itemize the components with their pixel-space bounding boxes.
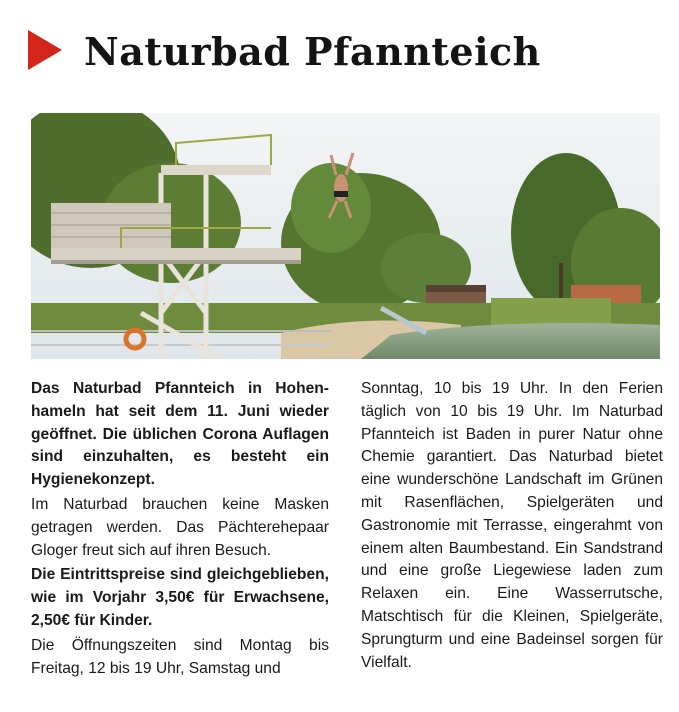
swimming-lake-photo xyxy=(31,113,660,359)
article-photo xyxy=(31,113,660,359)
hours-paragraph: Die Öffnungszeiten sind Montag bis Freitag, 12 bis 19 Uhr, Samstag und xyxy=(31,636,329,677)
article-column-left xyxy=(31,378,329,680)
lead-paragraph: Das Naturbad Pfannteich in Hohenhameln hat seit dem 11. Juni wieder geöffnet. Die üblichen Corona Auflagen sind einzuhalten, es besteht ein Hygienekonzept. xyxy=(31,380,329,489)
article-header xyxy=(22,22,662,82)
red-triangle-icon xyxy=(28,30,62,70)
article-title: Naturbad Pfannteich xyxy=(84,29,541,74)
body-paragraph: Im Naturbad brauchen keine Masken getragen werden. Das Pächterehepaar Gloger freut sich auf ihren Besuch. xyxy=(31,495,329,559)
body-paragraph: Sonntag, 10 bis 19 Uhr. In den Ferien täglich von 10 bis 19 Uhr. Im Naturbad Pfannteich ist Baden in purer Natur ohne Chemie garantiert. Das Naturbad bietet eine wunderschöne Landschaft im Grünen mit Rasenflächen, Spielgeräten und Gastronomie mit Terrasse, eingerahmt von einem alten Baumbestand. Ein Sandstrand und eine große Liegewiese laden zum Relaxen ein. Eine Wasserrutsche, Matschtisch für die Kleinen, Spielgeräte, Sprungturm und eine Badeinsel sorgen für Vielfalt. xyxy=(361,380,663,671)
article-column-right xyxy=(361,378,663,674)
prices-paragraph: Die Eintrittspreise sind gleichgeblieben, wie im Vorjahr 3,50€ für Erwachsene, 2,50€ für Kinder. xyxy=(31,566,329,629)
